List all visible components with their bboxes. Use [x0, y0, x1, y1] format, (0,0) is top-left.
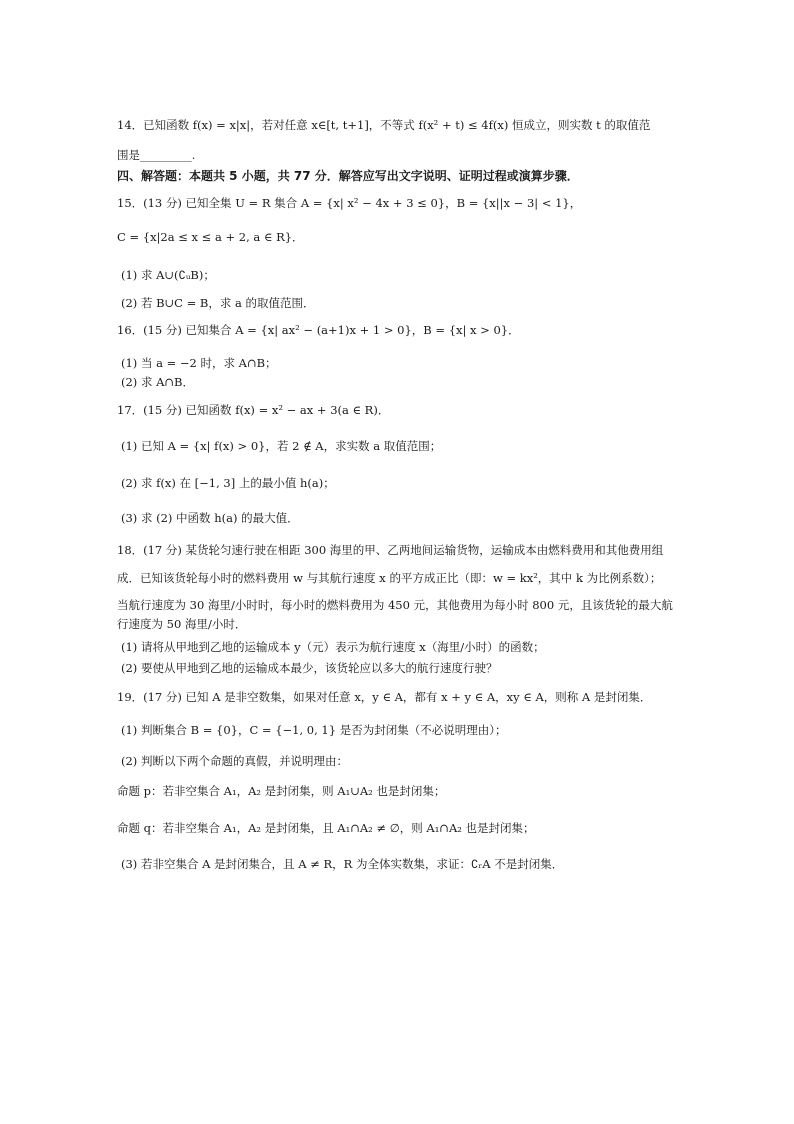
q17-part-2: (2) 求 f(x) 在 [−1, 3] 上的最小值 h(a)； [121, 476, 335, 490]
q18-part-2: (2) 要使从甲地到乙地的运输成本最少，该货轮应以多大的航行速度行驶？ [121, 661, 498, 675]
q19-proposition-q: 命题 q：若非空集合 A₁，A₂ 是封闭集，且 A₁∩A₂ ≠ ∅，则 A₁∩A₂ 也是封闭集； [117, 821, 535, 835]
q16-part-2: (2) 求 A∩B． [121, 375, 194, 389]
q14-line-2: 围是_________. [117, 148, 196, 162]
q16-part-1: (1) 当 a = −2 时，求 A∩B； [121, 356, 277, 370]
q19-part-3: (3) 若非空集合 A 是封闭集合，且 A ≠ R，R 为全体实数集，求证：∁ᵣA 不是封闭集． [121, 857, 564, 871]
q19-line-1: 19．(17 分) 已知 A 是非空数集，如果对任意 x，y ∈ A，都有 x + y ∈ A，xy ∈ A，则称 A 是封闭集． [117, 690, 652, 704]
q18-line-1: 18．(17 分) 某货轮匀速行驶在相距 300 海里的甲、乙两地间运输货物，运输成本由燃料费用和其他费用组 [117, 543, 664, 557]
q15-part-2: (2) 若 B∪C = B，求 a 的取值范围． [121, 296, 315, 310]
q18-line-4: 行速度为 50 海里/小时． [117, 617, 247, 631]
q19-proposition-p: 命题 p：若非空集合 A₁，A₂ 是封闭集，则 A₁∪A₂ 也是封闭集； [117, 784, 446, 798]
q15-part-1: (1) 求 A∪(∁ᵤB)； [121, 268, 215, 282]
q15-line-1: 15．(13 分) 已知全集 U = R 集合 A = {x| x² − 4x + 3 ≤ 0}，B = {x||x − 3| < 1}， [117, 196, 582, 210]
q18-part-1: (1) 请将从甲地到乙地的运输成本 y（元）表示为航行速度 x（海里/小时）的函数； [121, 640, 545, 654]
section-heading: 四、解答题：本题共 5 小题，共 77 分．解答应写出文字说明、证明过程或演算步骤． [117, 169, 579, 183]
q19-part-1: (1) 判断集合 B = {0}，C = {−1, 0, 1} 是否为封闭集（不必说明理由）； [121, 723, 507, 737]
q17-line-1: 17．(15 分) 已知函数 f(x) = x² − ax + 3(a ∈ R)． [117, 403, 390, 417]
q15-line-2: C = {x|2a ≤ x ≤ a + 2, a ∈ R}． [117, 230, 304, 244]
q17-part-1: (1) 已知 A = {x| f(x) > 0}，若 2 ∉ A，求实数 a 取值范围； [121, 439, 442, 453]
q18-line-2: 成．已知该货轮每小时的燃料费用 w 与其航行速度 x 的平方成正比（即：w = kx²，其中 k 为比例系数）； [117, 571, 662, 585]
q17-part-3: (3) 求 (2) 中函数 h(a) 的最大值． [121, 511, 299, 525]
q14-line-1: 14．已知函数 f(x) = x|x|，若对任意 x∈[t, t+1]，不等式 f(x² + t) ≤ 4f(x) 恒成立，则实数 t 的取值范 [117, 118, 651, 132]
q19-part-2: (2) 判断以下两个命题的真假，并说明理由： [121, 754, 348, 768]
q18-line-3: 当航行速度为 30 海里/小时时，每小时的燃料费用为 450 元，其他费用为每小时 800 元，且该货轮的最大航 [117, 598, 673, 612]
q16-line-1: 16．(15 分) 已知集合 A = {x| ax² − (a+1)x + 1 > 0}，B = {x| x > 0}． [117, 323, 520, 337]
